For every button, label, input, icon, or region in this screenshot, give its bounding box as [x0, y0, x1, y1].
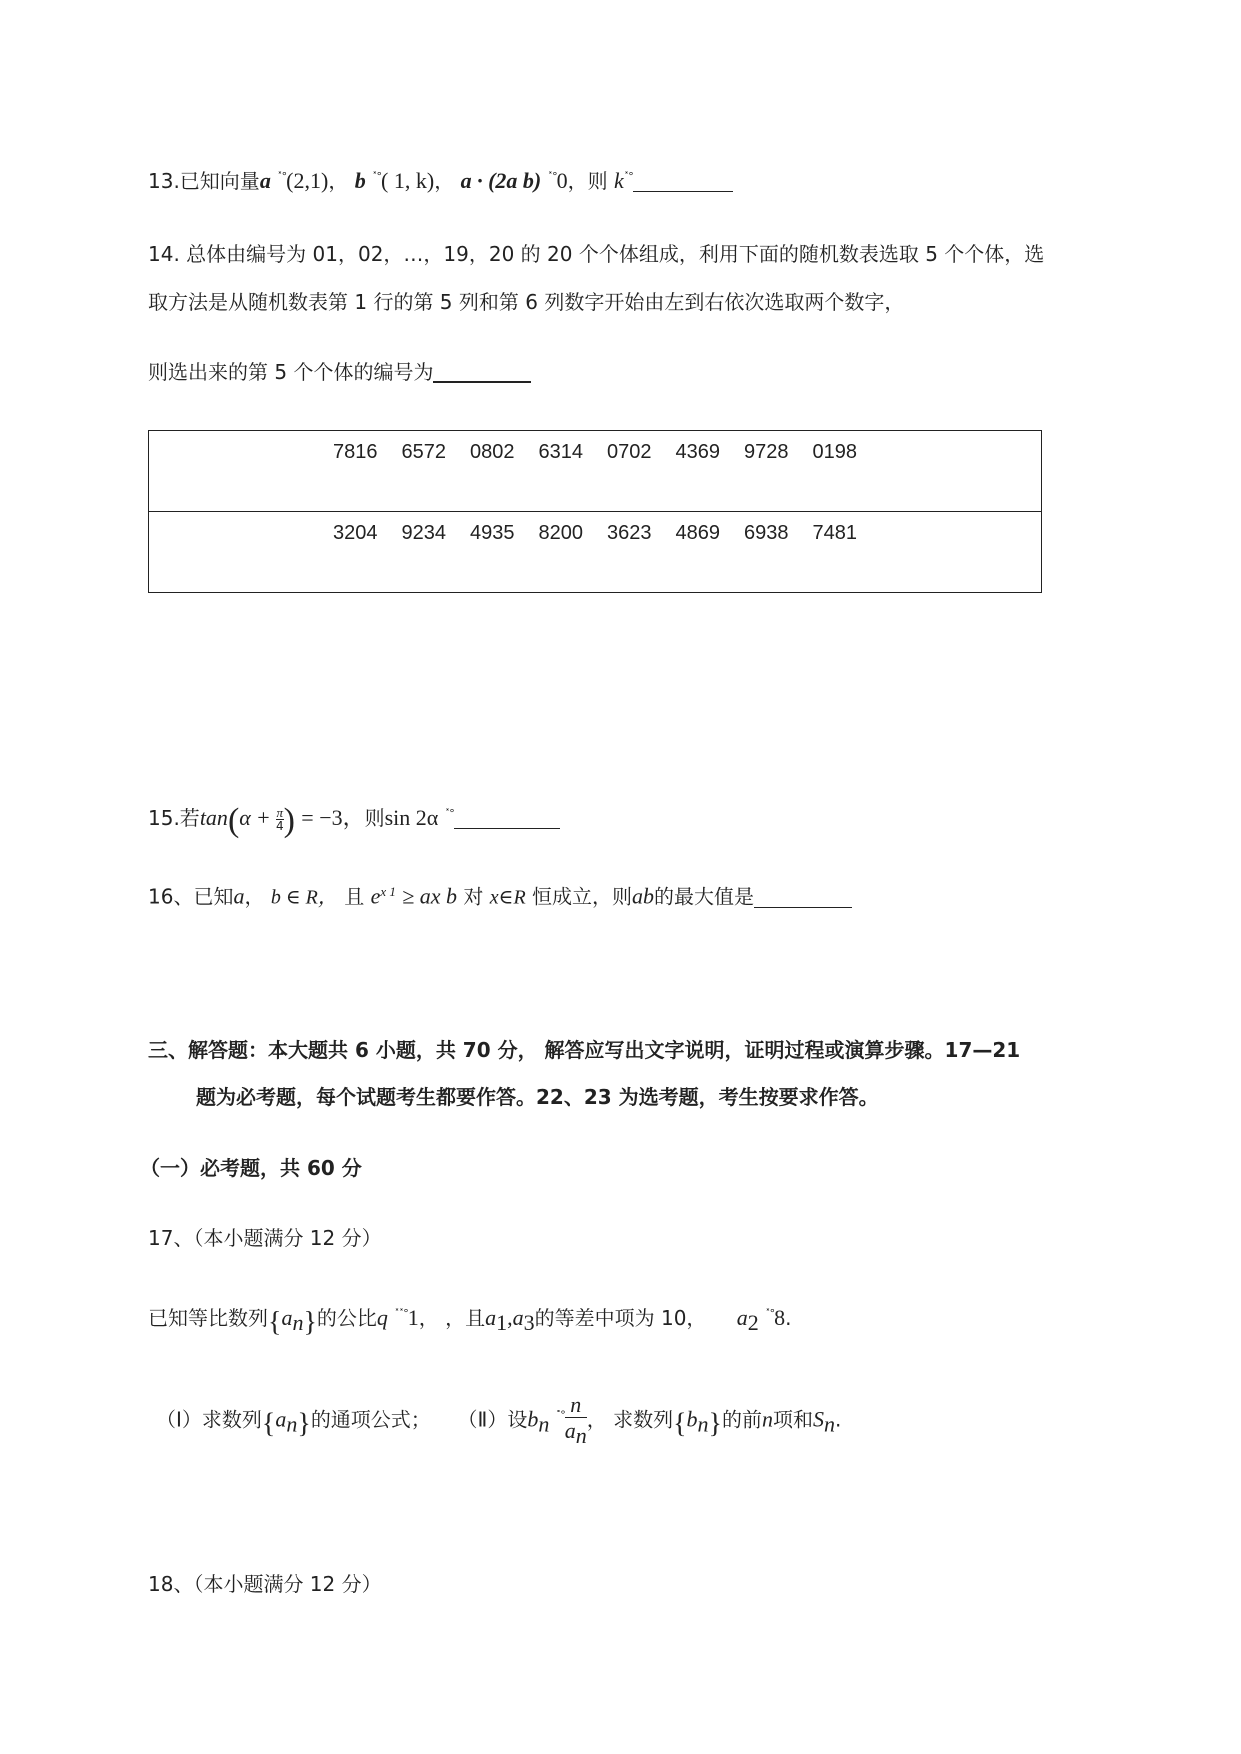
table-cell	[149, 512, 1042, 593]
random-number: 6572	[401, 441, 446, 463]
q16-prefix: 16、已知	[148, 884, 234, 909]
seq-b: b	[686, 1406, 698, 1432]
q15-then: 则	[364, 806, 385, 830]
random-number: 6314	[538, 441, 583, 463]
table-cell	[149, 431, 1042, 512]
answer-blank-14[interactable]	[433, 359, 531, 383]
q14-line-3-text: 则选出来的第 5 个个体的编号为	[148, 360, 434, 384]
random-number: 3623	[607, 522, 652, 544]
q16-tail: 的最大值是	[654, 884, 755, 909]
for-text: 对	[463, 884, 484, 909]
random-number: 8200	[538, 522, 583, 544]
subscript-n: n	[824, 1411, 835, 1437]
sub-heading: （一）必考题，共 60 分	[140, 1156, 362, 1180]
random-number: 7816	[333, 441, 378, 463]
q15-prefix: 15.若	[148, 806, 200, 830]
q17-s1: 已知等比数列	[148, 1306, 268, 1330]
answer-blank-16[interactable]	[754, 885, 852, 908]
q13-then: ，则	[567, 169, 608, 193]
random-number: 9728	[744, 441, 789, 463]
q15-rhs: = −3，	[301, 805, 365, 830]
tan-fn: tan	[199, 805, 228, 830]
q17-part1: （Ⅰ）求数列	[156, 1407, 262, 1432]
q17-s3: ，且	[445, 1306, 486, 1330]
plus-sign: +	[257, 805, 270, 830]
inequality-rest: ≥ ax b	[402, 883, 458, 909]
random-number: 4369	[675, 441, 720, 463]
table-row	[149, 431, 1042, 512]
q17-parts: （Ⅰ）求数列$\{a_n\}$的通项公式； （Ⅱ）设$b_n$ ˟° $\frac{n}{a_n}$ ， 求数列$\{b_n\}$的前n项和$S_n$.	[156, 1392, 842, 1448]
random-number-table	[148, 430, 1042, 593]
term-a1: a	[485, 1305, 497, 1330]
seq-a: a	[281, 1305, 293, 1330]
question-15: 15.若tan(α + $\frac{\pi}{4}) = -3$，则sin 2α ˟°	[148, 800, 560, 835]
q17-part2-tail1: 的前	[722, 1407, 762, 1432]
q14-line-2: 取方法是从随机数表第 1 行的第 5 列和第 6 列数字开始由左到右依次选取两个数字，	[148, 290, 905, 314]
random-number: 6938	[744, 522, 789, 544]
and-text: 且	[344, 884, 365, 909]
exp-base: e	[370, 883, 381, 909]
random-number: 3204	[333, 522, 378, 544]
exp-power: x 1	[380, 884, 396, 899]
q17-title: 17、（本小题满分 12 分）	[148, 1226, 382, 1250]
var-a: a	[233, 883, 245, 909]
q17-part1-tail: 的通项公式；	[310, 1407, 431, 1432]
q14-line-3	[148, 358, 531, 386]
q13-prefix: 13.已知向量	[148, 169, 260, 193]
dot-expression: a · (2a b)	[460, 168, 542, 193]
sin-2alpha: sin 2α	[384, 805, 439, 830]
answer-blank-15[interactable]	[454, 806, 560, 829]
q17-part2: （Ⅱ）设	[457, 1407, 528, 1432]
q17-part2-tail2: 项和	[773, 1407, 813, 1432]
numerator-n: n	[565, 1393, 587, 1418]
vector-b-value: ( 1, k)	[381, 168, 435, 193]
product-ab: ab	[632, 883, 655, 909]
denominator-4: 4	[275, 819, 284, 833]
vector-b: b	[354, 168, 366, 193]
random-number: 4935	[470, 522, 515, 544]
subscript-n: n	[292, 1310, 304, 1335]
random-number: 0198	[812, 441, 857, 463]
subscript-n: n	[538, 1411, 550, 1437]
subscript-n: n	[575, 1423, 587, 1448]
q17-part2-mid: ， 求数列	[586, 1407, 674, 1432]
one-value: 1	[407, 1305, 419, 1330]
q17-s4: 的等差中项为 10，	[534, 1306, 707, 1330]
random-number: 4869	[675, 522, 720, 544]
subscript-n: n	[286, 1411, 298, 1437]
separator: ，	[244, 884, 265, 909]
seq-a: a	[275, 1406, 287, 1432]
q14-line-1: 14. 总体由编号为 01，02，…，19，20 的 20 个个体组成，利用下面的随机数表选取 5 个个体，选	[148, 242, 1045, 266]
term-a3: a	[512, 1305, 524, 1330]
random-number: 0802	[470, 441, 515, 463]
fraction-n-over-an	[565, 1393, 587, 1449]
subscript-n: n	[697, 1411, 709, 1437]
q17-s2: 的公比	[316, 1306, 377, 1330]
random-number: 7481	[812, 522, 857, 544]
term-a2: a	[736, 1305, 748, 1330]
eight-value: 8	[774, 1305, 786, 1330]
sum-S: S	[813, 1406, 824, 1432]
question-16	[148, 878, 852, 912]
q18-title: 18、（本小题满分 12 分）	[148, 1572, 382, 1596]
random-number: 9234	[401, 522, 446, 544]
table-row	[149, 512, 1042, 593]
alpha: α	[239, 805, 251, 830]
ratio-q: q	[376, 1305, 388, 1330]
random-number: 0702	[607, 441, 652, 463]
vector-a: a	[259, 168, 271, 193]
question-13: 13.已知向量a ˟°(2,1)， b ˟°( 1, k)， a · (2a b) ˟°0，则 k˟°	[148, 163, 733, 195]
section-heading-line-1: 三、解答题：本大题共 6 小题，共 70 分， 解答应写出文字说明，证明过程或演算步骤。17—21	[148, 1038, 1021, 1062]
vector-a-value: (2,1)	[286, 168, 329, 193]
pi-symbol: π	[276, 805, 284, 820]
section-heading-line-2: 题为必考题，每个试题考生都要作答。22、23 为选考题，考生按要求作答。	[196, 1085, 879, 1109]
q17-statement: 已知等比数列$\{a_n\}$的公比q ˟˟°1， ，且$a_1,a_3$的等差中项为 10， $a_2$ ˟°8.	[148, 1305, 792, 1338]
q16-rest: 恒成立，则	[532, 884, 633, 909]
x-in-R: x∈R	[489, 886, 526, 909]
var-n: n	[762, 1406, 773, 1432]
zero-value: 0	[556, 168, 568, 193]
denominator-a: a	[564, 1418, 576, 1443]
seq-b: b	[527, 1406, 539, 1432]
answer-blank-13[interactable]	[633, 169, 733, 192]
pi-over-4	[276, 806, 284, 833]
b-in-R: b ∈ R，	[270, 886, 338, 909]
var-k: k	[613, 168, 624, 193]
